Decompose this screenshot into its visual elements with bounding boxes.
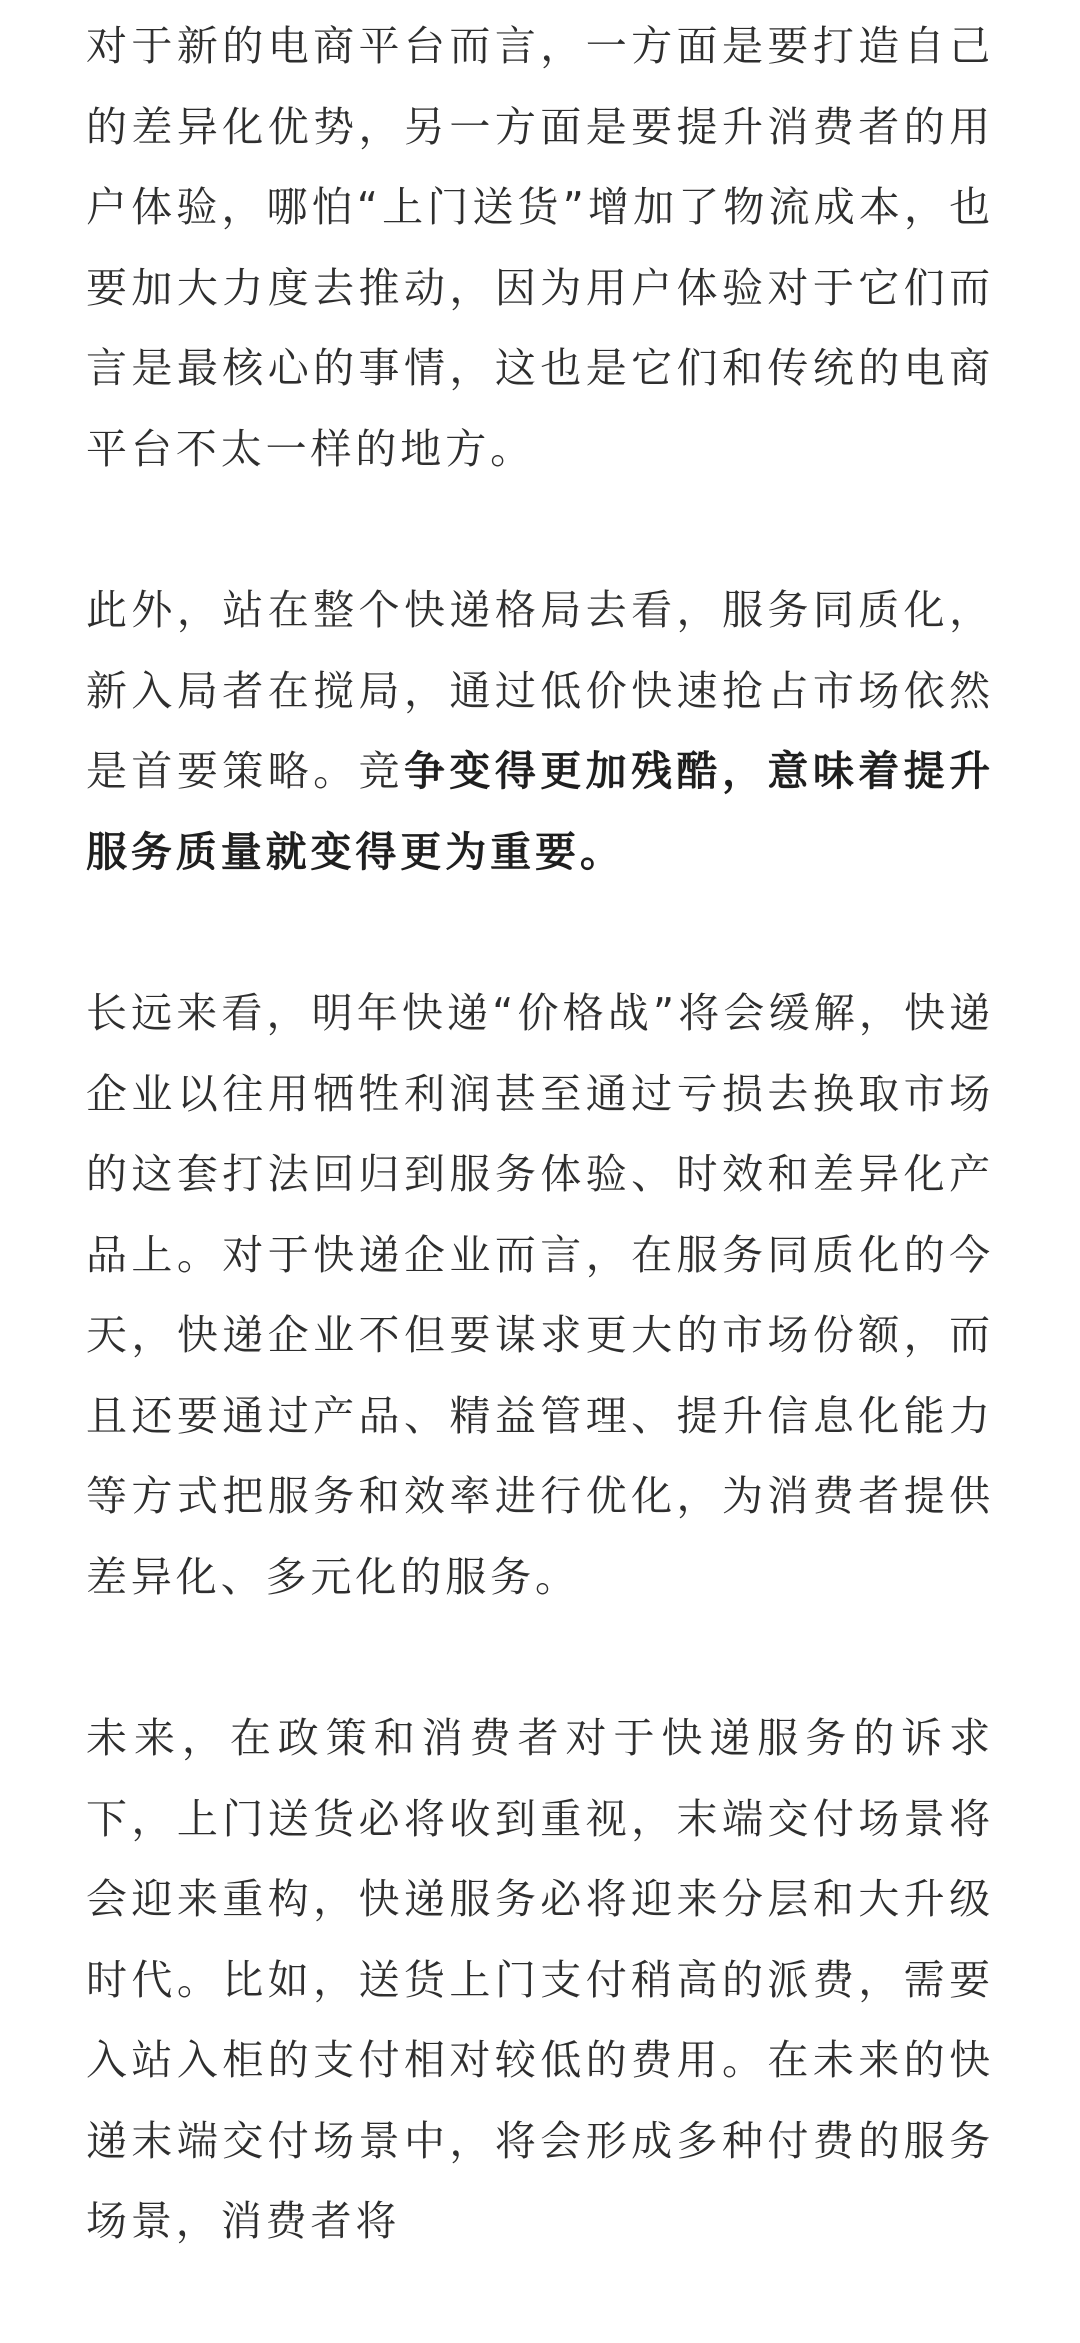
paragraph-2-bold-text: 争变得更加残酷，意味着提升服务质量就变得更为重要。 (86, 747, 994, 876)
paragraph-4: 未来，在政策和消费者对于快递服务的诉求下，上门送货必将收到重视，末端交付场景将会迎来重构，快递服务必将迎来分层和大升级时代。比如，送货上门支付稍高的派费，需要入站入柜的支付相对较低的费用。在未来的快递末端交付场景中，将会形成多种付费的服务场景，消费者将 (86, 1714, 994, 2245)
paragraph-2-plain-text: 此外，站在整个快递格局去看，服务同质化，新入局者在搅局，通过低价快速抢占市场依然是首要策略。竞 (86, 586, 994, 795)
paragraph-2 (86, 570, 994, 892)
paragraph-1: 对于新的电商平台而言，一方面是要打造自己的差异化优势，另一方面是要提升消费者的用户体验，哪怕“上门送货”增加了物流成本，也要加大力度去推动，因为用户体验对于它们而言是最核心的事情，这也是它们和传统的电商平台不太一样的地方。 (86, 22, 994, 473)
article-body (86, 0, 994, 2343)
paragraph-3: 长远来看，明年快递“价格战”将会缓解，快递企业以往用牺牲利润甚至通过亏损去换取市场的这套打法回归到服务体验、时效和差异化产品上。对于快递企业而言，在服务同质化的今天，快递企业不但要谋求更大的市场份额，而且还要通过产品、精益管理、提升信息化能力等方式把服务和效率进行优化，为消费者提供差异化、多元化的服务。 (86, 989, 994, 1601)
